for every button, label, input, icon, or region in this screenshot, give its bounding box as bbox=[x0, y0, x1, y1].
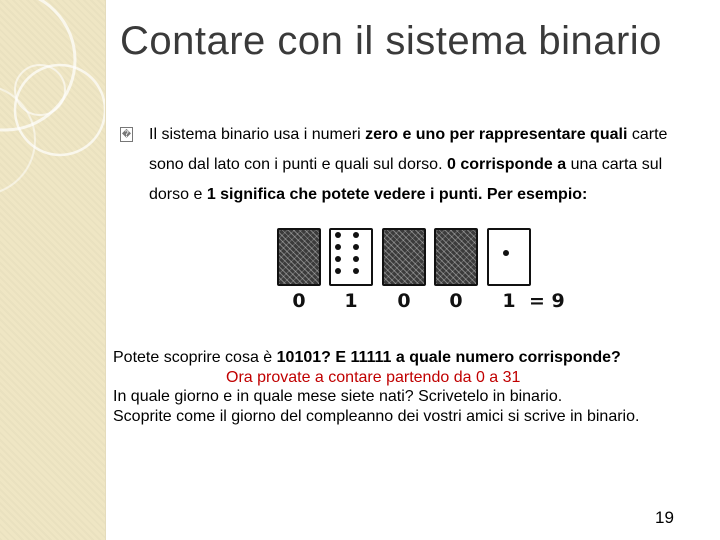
bullet-text-segment: Il sistema binario usa i numeri bbox=[149, 126, 366, 143]
card-dot bbox=[353, 232, 359, 238]
paragraph-friends: Scoprite come il giorno del compleanno dei vostri amici si scrive in binario. bbox=[113, 407, 640, 425]
card-binary-digit: 1 bbox=[344, 290, 358, 312]
card-sum: = 9 bbox=[529, 290, 565, 312]
bullet-marker-icon: � bbox=[120, 127, 133, 142]
bullet-text-segment: carte sono dal lato con i punti e quali sul dorso. bbox=[149, 126, 668, 173]
binary-card-back bbox=[277, 228, 321, 286]
card-binary-digit: 1 bbox=[502, 290, 516, 312]
card-dot bbox=[335, 256, 341, 262]
binary-card-back bbox=[382, 228, 426, 286]
question-segment: Potete scoprire cosa è bbox=[113, 349, 277, 366]
decorative-sidebar bbox=[0, 0, 105, 540]
bullet-text-segment: una bbox=[566, 156, 598, 173]
card-dot bbox=[335, 268, 341, 274]
card-dot bbox=[353, 244, 359, 250]
card-binary-digit: 0 bbox=[449, 290, 463, 312]
card-dot bbox=[335, 244, 341, 250]
card-binary-digit: 0 bbox=[292, 290, 306, 312]
bullet-paragraph bbox=[120, 120, 705, 210]
question-segment: 10101? E 11111 a quale numero corrisponde? bbox=[276, 349, 621, 366]
binary-card-back bbox=[434, 228, 478, 286]
binary-card-front bbox=[329, 228, 373, 286]
bullet-text-segment: zero e uno per rappresentare quali bbox=[365, 126, 628, 143]
red-instruction: Ora provate a contare partendo da 0 a 31 bbox=[226, 368, 521, 386]
page-title: Contare con il sistema binario bbox=[120, 19, 662, 63]
sidebar-divider bbox=[105, 0, 106, 540]
question-line bbox=[113, 348, 673, 368]
exercise-text bbox=[113, 348, 673, 426]
card-dot bbox=[335, 232, 341, 238]
binary-card-front bbox=[487, 228, 531, 286]
paragraph-birthday: In quale giorno e in quale mese siete nati? Scrivetelo in binario. bbox=[113, 388, 563, 405]
bullet-text-segment: carta sul dorso e bbox=[149, 156, 663, 203]
bullet-text bbox=[149, 120, 705, 210]
card-dot bbox=[353, 268, 359, 274]
card-binary-digit: 0 bbox=[397, 290, 411, 312]
bullet-text-segment: 1 significa che potete vedere i punti. Per esempio: bbox=[206, 186, 588, 203]
page-number: 19 bbox=[655, 508, 674, 527]
bullet-text-segment: 0 corrisponde a bbox=[446, 156, 567, 173]
card-dot bbox=[353, 256, 359, 262]
card-dot bbox=[503, 250, 509, 256]
swirl-decoration-icon bbox=[0, 0, 105, 540]
